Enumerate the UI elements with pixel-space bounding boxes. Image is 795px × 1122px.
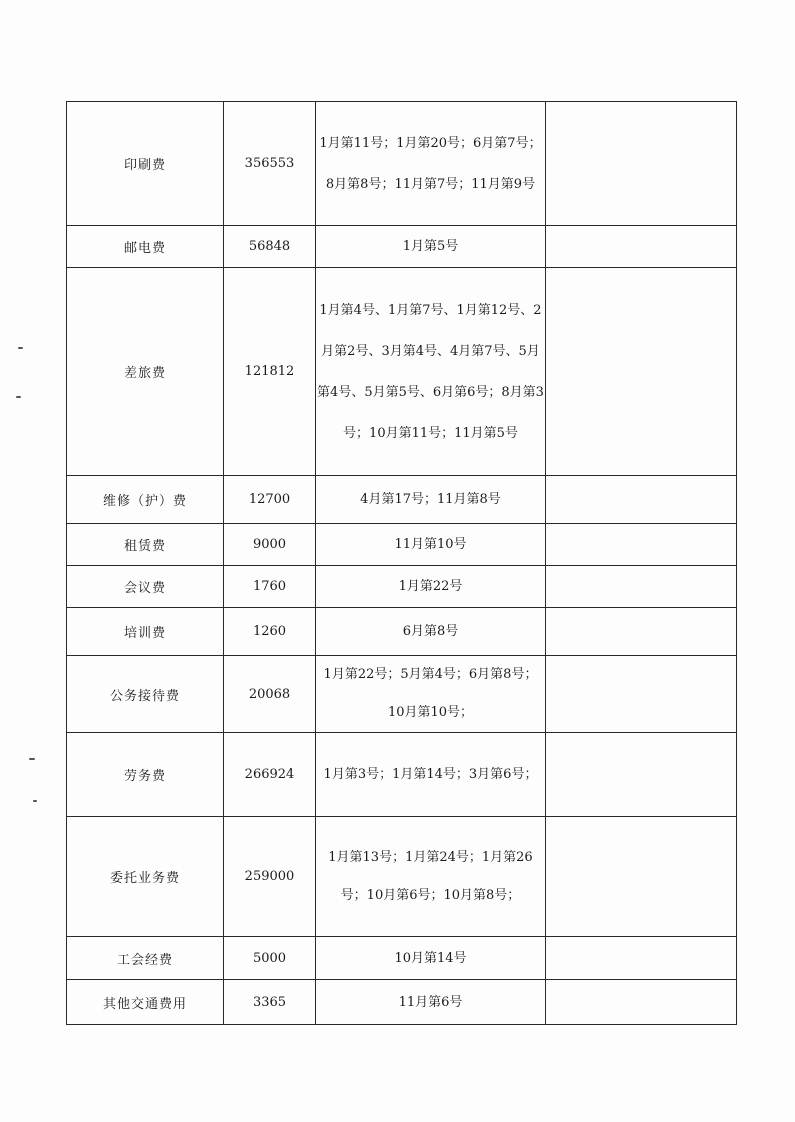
- reference-cell: 11月第10号: [316, 524, 546, 566]
- note-cell: [546, 524, 737, 566]
- reference-cell: 1月第11号；1月第20号；6月第7号；8月第8号；11月第7号；11月第9号: [316, 102, 546, 226]
- scan-speck: [18, 347, 23, 349]
- note-cell: [546, 226, 737, 268]
- note-cell: [546, 102, 737, 226]
- reference-cell: 11月第6号: [316, 980, 546, 1025]
- category-cell: 培训费: [67, 608, 224, 656]
- category-cell: 公务接待费: [67, 656, 224, 733]
- table-row: [67, 817, 737, 937]
- amount-cell: 3365: [224, 980, 316, 1025]
- amount-cell: 259000: [224, 817, 316, 937]
- table-row: [67, 102, 737, 226]
- note-cell: [546, 937, 737, 980]
- reference-cell: 1月第5号: [316, 226, 546, 268]
- note-cell: [546, 656, 737, 733]
- note-cell: [546, 268, 737, 476]
- note-cell: [546, 608, 737, 656]
- note-cell: [546, 566, 737, 608]
- reference-cell: 1月第13号；1月第24号；1月第26号；10月第6号；10月第8号；: [316, 817, 546, 937]
- amount-cell: 1260: [224, 608, 316, 656]
- category-cell: 维修（护）费: [67, 476, 224, 524]
- table-row: [67, 476, 737, 524]
- category-cell: 租赁费: [67, 524, 224, 566]
- category-cell: 工会经费: [67, 937, 224, 980]
- table-row: [67, 268, 737, 476]
- amount-cell: 121812: [224, 268, 316, 476]
- category-cell: 差旅费: [67, 268, 224, 476]
- expense-table: [66, 101, 737, 1025]
- reference-cell: 1月第3号；1月第14号；3月第6号；: [316, 733, 546, 817]
- table-row: [67, 656, 737, 733]
- table-row: [67, 226, 737, 268]
- amount-cell: 9000: [224, 524, 316, 566]
- table-row: [67, 608, 737, 656]
- category-cell: 委托业务费: [67, 817, 224, 937]
- scan-speck: [16, 396, 21, 398]
- amount-cell: 1760: [224, 566, 316, 608]
- amount-cell: 20068: [224, 656, 316, 733]
- table-row: [67, 566, 737, 608]
- category-cell: 会议费: [67, 566, 224, 608]
- reference-cell: 4月第17号；11月第8号: [316, 476, 546, 524]
- amount-cell: 56848: [224, 226, 316, 268]
- note-cell: [546, 980, 737, 1025]
- table-row: [67, 980, 737, 1025]
- reference-cell: 1月第22号；5月第4号；6月第8号；10月第10号；: [316, 656, 546, 733]
- table-row: [67, 524, 737, 566]
- amount-cell: 12700: [224, 476, 316, 524]
- note-cell: [546, 476, 737, 524]
- amount-cell: 356553: [224, 102, 316, 226]
- scan-speck: [29, 758, 35, 760]
- table-row: [67, 733, 737, 817]
- category-cell: 邮电费: [67, 226, 224, 268]
- note-cell: [546, 817, 737, 937]
- reference-cell: 1月第4号、1月第7号、1月第12号、2月第2号、3月第4号、4月第7号、5月第4号、5月第5号、6月第6号；8月第3号；10月第11号；11月第5号: [316, 268, 546, 476]
- table-row: [67, 937, 737, 980]
- category-cell: 印刷费: [67, 102, 224, 226]
- category-cell: 劳务费: [67, 733, 224, 817]
- reference-cell: 1月第22号: [316, 566, 546, 608]
- note-cell: [546, 733, 737, 817]
- amount-cell: 5000: [224, 937, 316, 980]
- amount-cell: 266924: [224, 733, 316, 817]
- reference-cell: 10月第14号: [316, 937, 546, 980]
- category-cell: 其他交通费用: [67, 980, 224, 1025]
- reference-cell: 6月第8号: [316, 608, 546, 656]
- scan-speck: [33, 800, 37, 802]
